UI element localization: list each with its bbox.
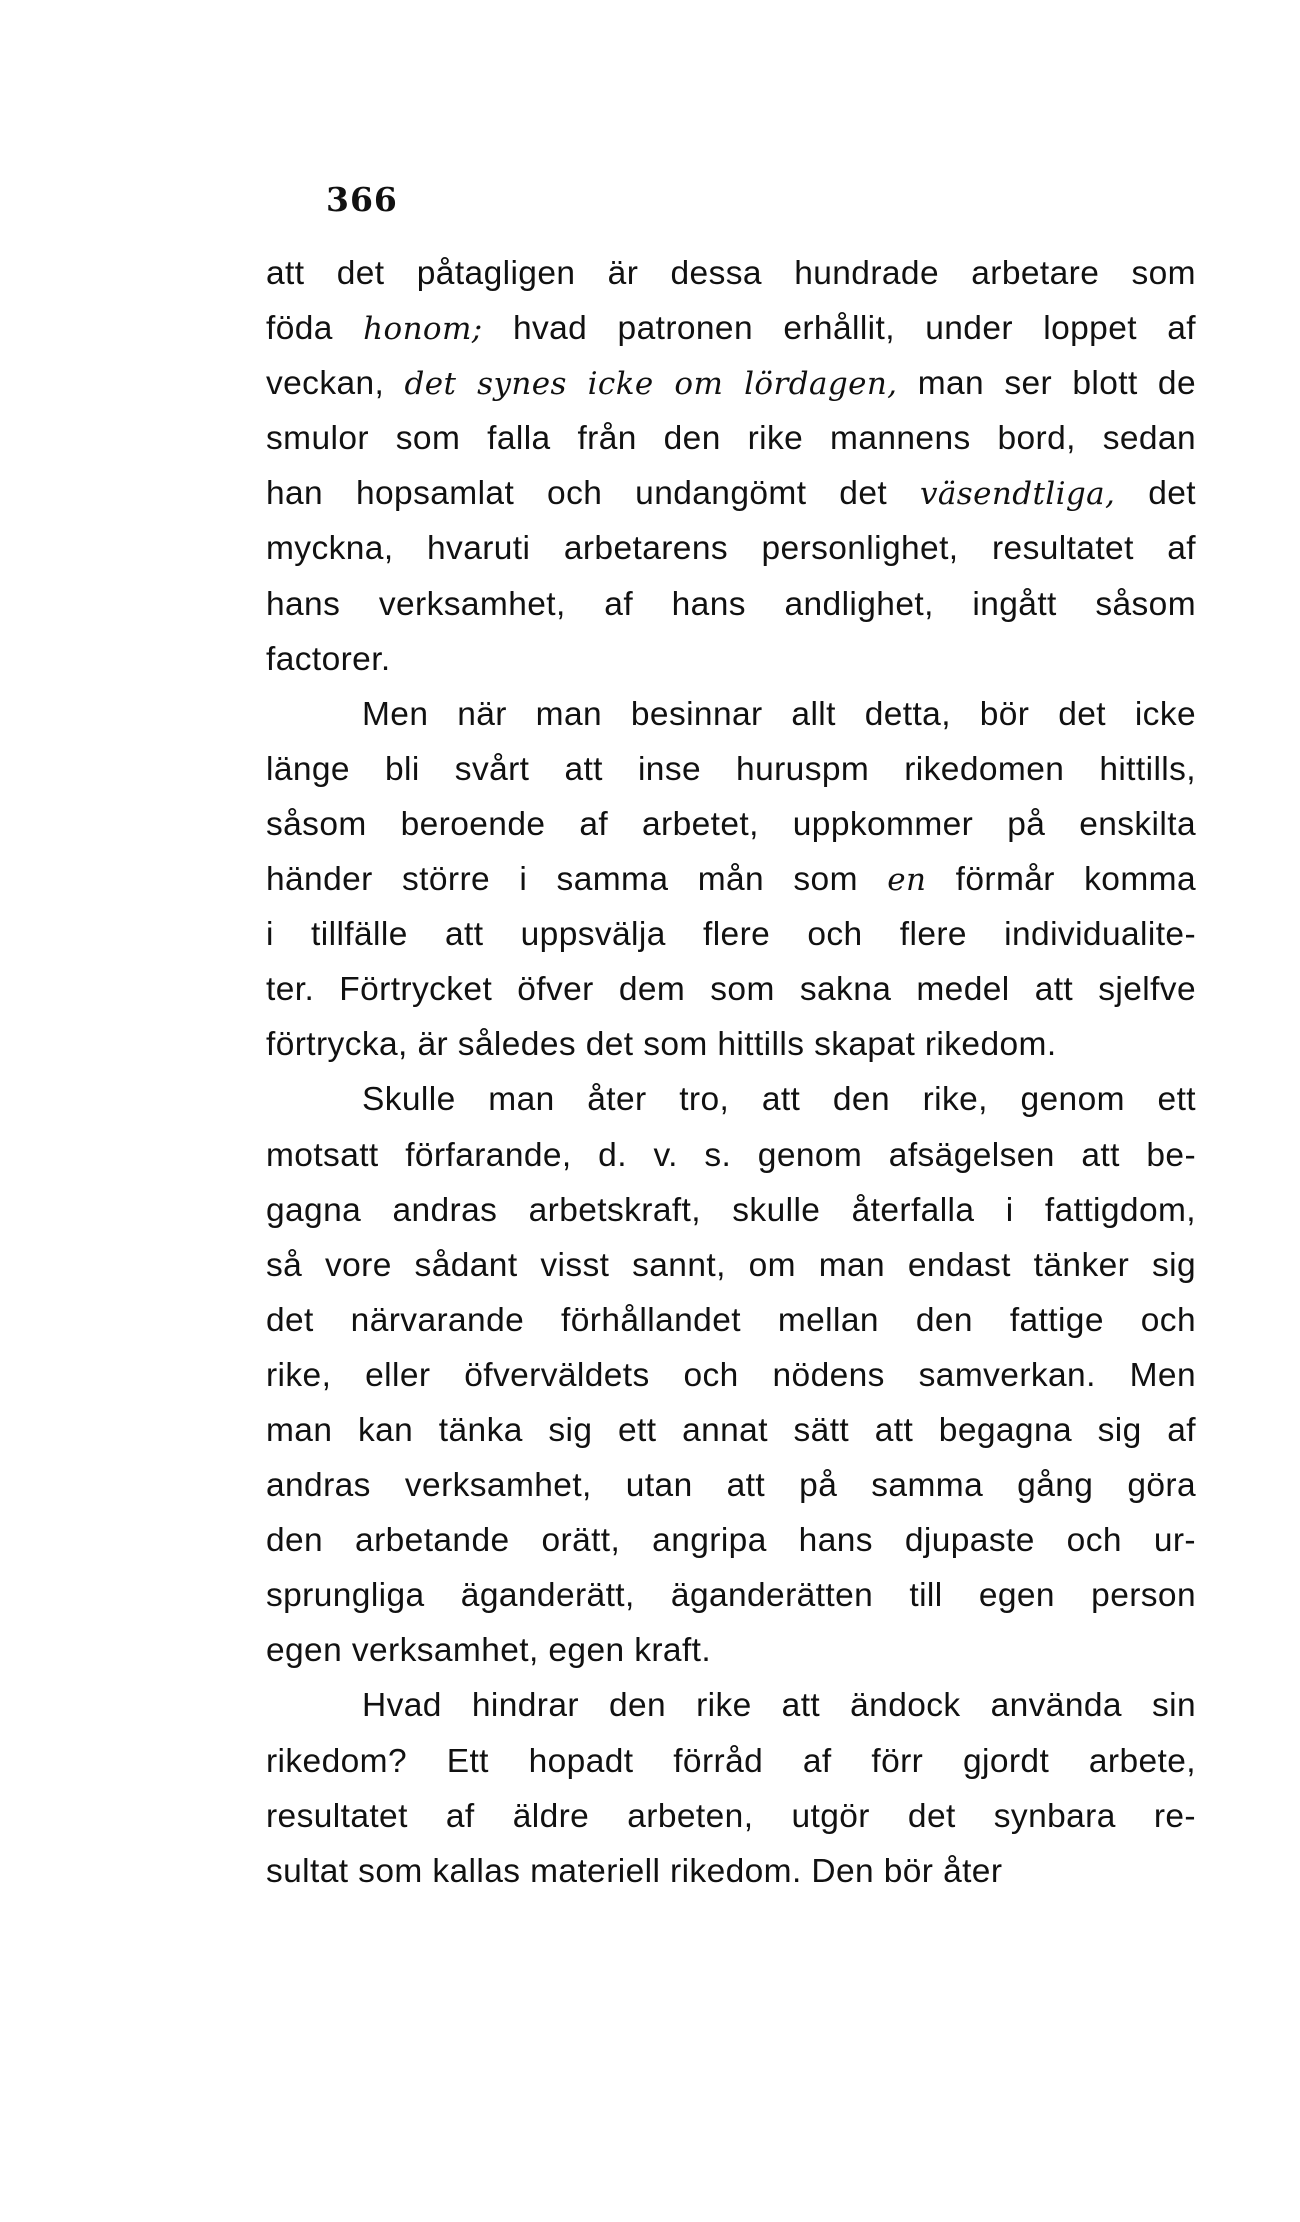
text-line [266, 1017, 1196, 1072]
text-run: hvad patronen erhållit, under loppet af [482, 310, 1196, 348]
text-run: att det påtagligen är dessa hundrade arbetare som [266, 255, 1196, 292]
text-run: det [1115, 475, 1196, 513]
text-run: Men när man besinnar allt detta, bör det icke [362, 695, 1196, 733]
text-line [266, 466, 1196, 521]
italic-text: en [887, 862, 927, 899]
text-run: länge bli svårt att inse huruspm rikedomen hittills, [266, 750, 1196, 788]
text-run: gagna andras arbetskraft, skulle återfalla i fattigdom, [266, 1191, 1196, 1229]
text-line [266, 301, 1196, 356]
text-line [266, 797, 1196, 852]
text-line [266, 1458, 1196, 1513]
text-run: förmår komma [926, 861, 1196, 899]
text-run: rike, eller öfverväldets och nödens samverkan. Men [266, 1356, 1196, 1394]
text-line [266, 1348, 1196, 1403]
text-run: factorer. [266, 640, 391, 678]
text-line [266, 411, 1196, 466]
text-run: händer större i samma mån som [266, 861, 888, 899]
text-run: såsom beroende af arbetet, uppkommer på enskilta [266, 805, 1196, 843]
text-run: hans verksamhet, af hans andlighet, ingått såsom [266, 585, 1196, 623]
text-line [266, 1128, 1196, 1183]
text-line [266, 632, 1196, 687]
text-line [266, 1183, 1196, 1238]
text-line [266, 1678, 1196, 1733]
text-run: han hopsamlat och undangömt det [266, 475, 920, 513]
text-line [266, 521, 1196, 576]
text-run: smulor som falla från den rike mannens bord, sedan [266, 420, 1196, 458]
italic-text: väsendtliga, [919, 476, 1116, 513]
text-line [266, 962, 1196, 1017]
text-line [266, 1238, 1196, 1293]
text-line [266, 1623, 1196, 1678]
body-text [266, 246, 1196, 1899]
text-run: sultat som kallas materiell rikedom. Den bör åter [266, 1852, 1003, 1890]
text-line [266, 577, 1196, 632]
text-line [266, 852, 1196, 907]
text-run: andras verksamhet, utan att på samma gång göra [266, 1467, 1196, 1505]
text-run: den arbetande orätt, angripa hans djupaste och ur- [266, 1522, 1196, 1560]
text-line [266, 1844, 1196, 1899]
text-line [266, 1072, 1196, 1127]
text-line [266, 1293, 1196, 1348]
page-number: 366 [326, 180, 398, 219]
text-line [266, 1789, 1196, 1844]
text-run: förtrycka, är således det som hittills skapat rikedom. [266, 1026, 1057, 1064]
text-line [266, 356, 1196, 411]
text-run: man kan tänka sig ett annat sätt att begagna sig af [266, 1411, 1196, 1449]
text-line [266, 1734, 1196, 1789]
text-run: motsatt förfarande, d. v. s. genom afsägelsen att be- [266, 1136, 1196, 1174]
text-run: i tillfälle att uppsvälja flere och flere individualite- [266, 916, 1196, 954]
text-run: ter. Förtrycket öfver dem som sakna medel att sjelfve [266, 971, 1196, 1009]
text-run: föda [266, 310, 364, 348]
text-run: Skulle man åter tro, att den rike, genom ett [362, 1081, 1196, 1119]
text-line [266, 246, 1196, 301]
text-line [266, 907, 1196, 962]
text-run: veckan, [266, 365, 405, 403]
italic-text: honom; [363, 311, 483, 348]
text-run: myckna, hvaruti arbetarens personlighet, resultatet af [266, 530, 1196, 568]
text-run: man ser blott de [897, 365, 1196, 403]
text-run: Hvad hindrar den rike att ändock använda sin [362, 1687, 1196, 1725]
text-run: resultatet af äldre arbeten, utgör det synbara re- [266, 1797, 1196, 1835]
text-run: rikedom? Ett hopadt förråd af förr gjordt arbete, [266, 1742, 1196, 1780]
text-run: egen verksamhet, egen kraft. [266, 1632, 712, 1670]
italic-text: det synes icke om lördagen, [404, 366, 898, 403]
text-run: sprungliga äganderätt, äganderätten till egen person [266, 1577, 1196, 1615]
text-run: det närvarande förhållandet mellan den fattige och [266, 1301, 1196, 1339]
text-line [266, 1403, 1196, 1458]
text-run: så vore sådant visst sannt, om man endast tänker sig [266, 1246, 1196, 1284]
text-line [266, 742, 1196, 797]
text-line [266, 1513, 1196, 1568]
text-line [266, 687, 1196, 742]
text-line [266, 1568, 1196, 1623]
